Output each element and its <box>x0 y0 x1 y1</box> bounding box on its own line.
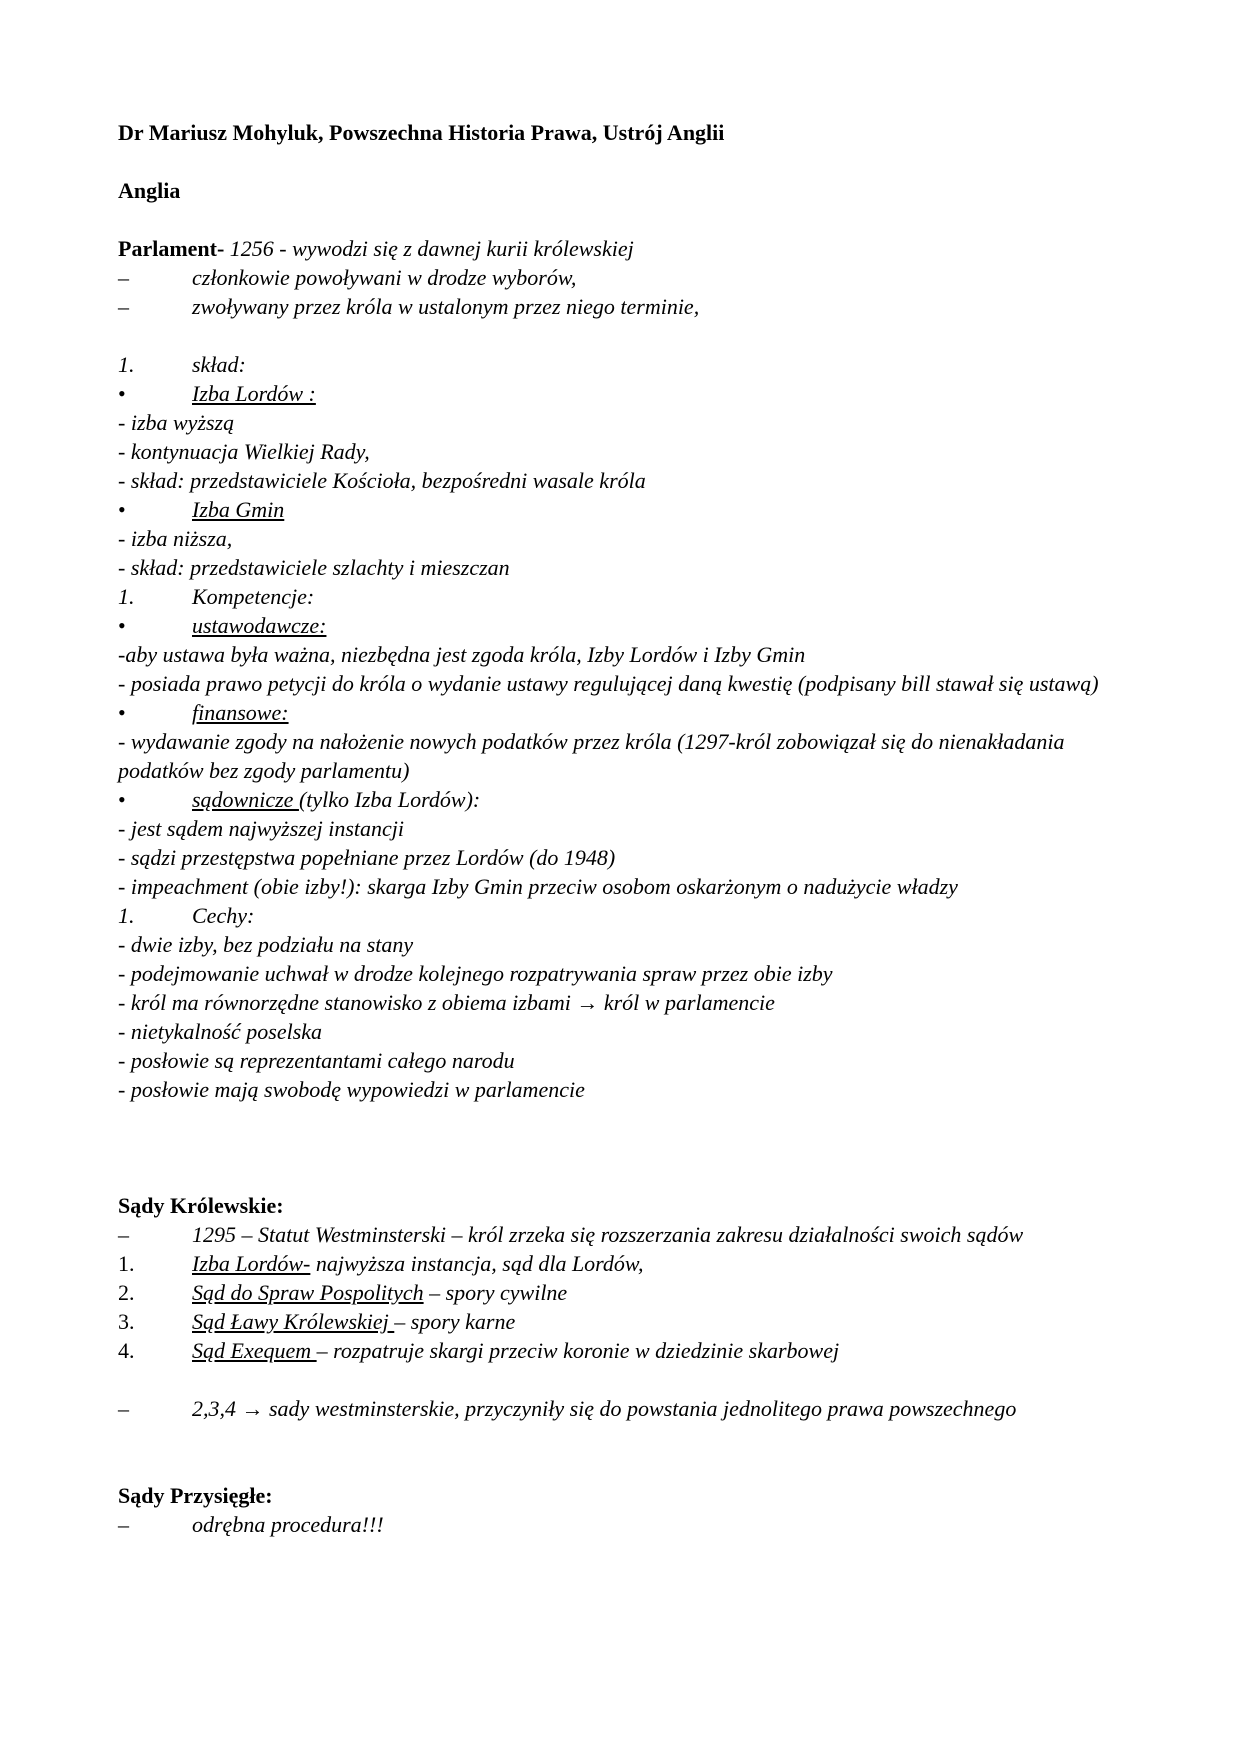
list-item: - izba wyższą <box>118 410 235 435</box>
ustawodawcze-heading: • ustawodawcze: <box>118 613 327 638</box>
sadownicze-heading: • sądownicze (tylko Izba Lordów): <box>118 787 481 812</box>
list-item: - król ma równorzędne stanowisko z obiema izbami → król w parlamencie <box>118 990 775 1015</box>
list-item: – zwoływany przez króla w ustalonym przez niego terminie, <box>118 294 700 319</box>
cechy-heading: 1. Cechy: <box>118 903 255 928</box>
parlament-label: Parlament- <box>118 236 225 261</box>
list-item: - sądzi przestępstwa popełniane przez Lordów (do 1948) <box>118 845 616 870</box>
list-item: 3. Sąd Ławy Królewskiej – spory karne <box>118 1309 516 1334</box>
sady-przysiegle-heading: Sądy Przysięgłe: <box>118 1483 273 1508</box>
kompetencje-heading: 1. Kompetencje: <box>118 584 315 609</box>
parlament-intro-text: 1256 - wywodzi się z dawnej kurii królewskiej <box>224 236 634 261</box>
list-item: 2. Sąd do Spraw Pospolitych – spory cywilne <box>118 1280 568 1305</box>
izba-lordow-heading: • Izba Lordów : <box>118 381 316 406</box>
izba-gmin-heading: • Izba Gmin <box>118 497 285 522</box>
sady-krolewskie-heading: Sądy Królewskie: <box>118 1193 284 1218</box>
document-page <box>118 118 1128 1539</box>
section-heading-anglia: Anglia <box>118 178 181 203</box>
list-item: - impeachment (obie izby!): skarga Izby Gmin przeciw osobom oskarżonym o nadużycie władzy <box>118 874 958 899</box>
list-item: – 1295 – Statut Westminsterski – król zrzeka się rozszerzania zakresu działalności swoich sądów <box>118 1222 1024 1247</box>
document-title: Dr Mariusz Mohyluk, Powszechna Historia Prawa, Ustrój Anglii <box>118 120 725 145</box>
list-item: -aby ustawa była ważna, niezbędna jest zgoda króla, Izby Lordów i Izby Gmin <box>118 642 806 667</box>
list-item: 4. Sąd Exequem – rozpatruje skargi przeciw koronie w dziedzinie skarbowej <box>118 1338 840 1363</box>
list-item: - podejmowanie uchwał w drodze kolejnego rozpatrywania spraw przez obie izby <box>118 961 833 986</box>
list-item: - izba niższa, <box>118 526 233 551</box>
sklad-heading: 1. skład: <box>118 352 246 377</box>
list-item: - posłowie są reprezentantami całego narodu <box>118 1048 515 1073</box>
list-item: - skład: przedstawiciele Kościoła, bezpośredni wasale króla <box>118 468 646 493</box>
list-item: - kontynuacja Wielkiej Rady, <box>118 439 370 464</box>
list-item: - posłowie mają swobodę wypowiedzi w parlamencie <box>118 1077 585 1102</box>
list-item: - skład: przedstawiciele szlachty i mieszczan <box>118 555 510 580</box>
list-item: - nietykalność poselska <box>118 1019 323 1044</box>
list-item: - posiada prawo petycji do króla o wydanie ustawy regulującej daną kwestię (podpisany bill stawał się ustawą) <box>118 671 1099 696</box>
list-item: – 2,3,4 → sady westminsterskie, przyczyniły się do powstania jednolitego prawa powszechnego <box>118 1396 1017 1421</box>
list-item: - wydawanie zgody na nałożenie nowych podatków przez króla (1297-król zobowiązał się do nienakładania podatków bez zgody parlamentu) <box>118 729 1065 783</box>
list-item: – członkowie powoływani w drodze wyborów, <box>118 265 577 290</box>
parlament-intro <box>118 234 1128 263</box>
finansowe-heading: • finansowe: <box>118 700 289 725</box>
list-item: - jest sądem najwyższej instancji <box>118 816 404 841</box>
list-item: - dwie izby, bez podziału na stany <box>118 932 414 957</box>
list-item: 1. Izba Lordów- najwyższa instancja, sąd dla Lordów, <box>118 1251 644 1276</box>
list-item: – odrębna procedura!!! <box>118 1512 384 1537</box>
